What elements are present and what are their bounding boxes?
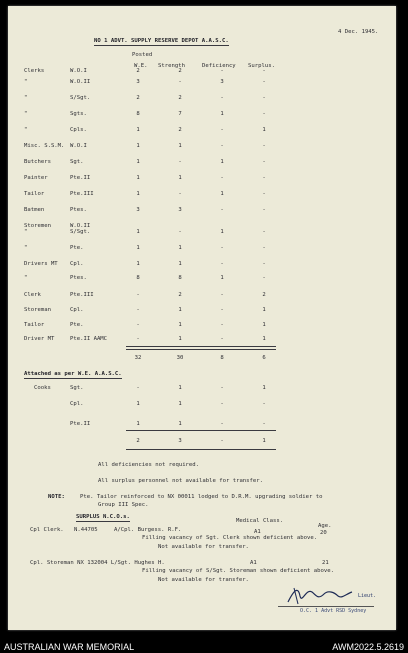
attached-rank: Sgt. xyxy=(70,385,84,391)
row-surplus: - xyxy=(262,207,266,213)
row-posted: - xyxy=(178,191,182,197)
age-label: Age. xyxy=(318,523,332,529)
row-posted: 2 xyxy=(178,292,182,298)
row-we: - xyxy=(136,292,140,298)
row-deficiency: 3 xyxy=(220,79,224,85)
attached-total-posted: 3 xyxy=(178,438,182,444)
surplus-1-age: 20 xyxy=(320,530,327,536)
row-we: 2 xyxy=(136,68,140,74)
row-surplus: - xyxy=(262,261,266,267)
row-rank: Pte.II AAMC xyxy=(70,336,108,342)
row-deficiency: - xyxy=(220,336,224,342)
row-trade: Painter xyxy=(24,175,48,181)
row-trade: " xyxy=(24,95,28,101)
note-line-2: Group III Spec. xyxy=(98,502,149,508)
row-trade: " xyxy=(24,245,28,251)
row-trade: Storeman xyxy=(24,307,51,313)
signature-image xyxy=(284,582,356,608)
surplus-1-name: A/Cpl. Burgess. R.F. xyxy=(114,527,182,533)
row-we: 3 xyxy=(136,207,140,213)
row-rank: W.O.I xyxy=(70,68,87,74)
row-deficiency: - xyxy=(220,68,224,74)
surplus-1-number: N.44705 xyxy=(74,527,98,533)
row-deficiency: 1 xyxy=(220,111,224,117)
surplus-1-class: A1 xyxy=(254,529,261,535)
note-deficiencies: All deficiencies not required. xyxy=(98,462,200,468)
row-rank: W.O.I xyxy=(70,143,87,149)
attached-surplus: - xyxy=(262,421,266,427)
attached-surplus: - xyxy=(262,401,266,407)
row-trade: Misc. S.S.M. xyxy=(24,143,65,149)
row-surplus: - xyxy=(262,143,266,149)
row-we: 8 xyxy=(136,111,140,117)
row-we: 1 xyxy=(136,261,140,267)
attached-total-we: 2 xyxy=(136,438,140,444)
row-rank: W.O.II xyxy=(70,79,91,85)
row-posted: - xyxy=(178,159,182,165)
signature-caption: O.C. 1 Advt RSD Sydney xyxy=(300,608,367,614)
attached-deficiency: - xyxy=(220,401,224,407)
row-surplus: - xyxy=(262,95,266,101)
surplus-1-line-3: Not available for transfer. xyxy=(158,544,249,550)
surplus-2-line-3: Not available for transfer. xyxy=(158,577,249,583)
row-posted: - xyxy=(178,79,182,85)
row-trade: Tailor xyxy=(24,191,45,197)
row-trade: " xyxy=(24,127,28,133)
medical-class-label: Medical Class. xyxy=(236,518,284,524)
row-posted: 1 xyxy=(178,322,182,328)
row-surplus: - xyxy=(262,111,266,117)
col-header-strength: Strength xyxy=(158,63,185,69)
row-deficiency: 1 xyxy=(220,229,224,235)
surplus-1-line-2: Filling vacancy of Sgt. Clerk shown deficient above. xyxy=(142,535,318,541)
attached-rank: Pte.II xyxy=(70,421,91,427)
row-surplus: - xyxy=(262,159,266,165)
row-posted: 1 xyxy=(178,261,182,267)
attached-rule-bottom xyxy=(126,449,276,450)
row-trade: Tailor xyxy=(24,322,45,328)
row-deficiency: - xyxy=(220,143,224,149)
attached-rank: Cpl. xyxy=(70,401,84,407)
row-rank: Pte.II xyxy=(70,175,91,181)
attached-rule-top xyxy=(126,430,276,431)
col-header-we: W.E. xyxy=(134,63,148,69)
row-we: 1 xyxy=(136,159,140,165)
signature-line xyxy=(278,606,374,607)
row-we: - xyxy=(136,336,140,342)
row-rank: Pte. xyxy=(70,322,84,328)
row-surplus: 1 xyxy=(262,307,266,313)
attached-heading: Attached as per W.E. A.A.S.C. xyxy=(24,371,122,377)
row-trade: Drivers MT xyxy=(24,261,58,267)
row-rank: Cpl. xyxy=(70,261,84,267)
row-surplus: - xyxy=(262,175,266,181)
row-trade: " xyxy=(24,229,28,235)
row-deficiency: 1 xyxy=(220,191,224,197)
row-we: 1 xyxy=(136,229,140,235)
row-surplus: - xyxy=(262,68,266,74)
row-trade: Clerks xyxy=(24,68,45,74)
total-def: 8 xyxy=(220,355,224,361)
row-deficiency: - xyxy=(220,175,224,181)
row-deficiency: - xyxy=(220,292,224,298)
signature-suffix: Lieut. xyxy=(358,593,377,599)
row-rank: Cpls. xyxy=(70,127,87,133)
surplus-2-rank: Cpl. Storeman NX 132004 L/Sgt. Hughes H. xyxy=(30,560,165,566)
row-deficiency: - xyxy=(220,245,224,251)
row-deficiency: - xyxy=(220,207,224,213)
row-surplus: 1 xyxy=(262,336,266,342)
row-we: 1 xyxy=(136,175,140,181)
row-posted: 1 xyxy=(178,143,182,149)
document-heading: NO 1 ADVT. SUPPLY RESERVE DEPOT A.A.S.C. xyxy=(94,38,229,44)
row-we: 1 xyxy=(136,143,140,149)
row-posted: - xyxy=(178,229,182,235)
row-we: 1 xyxy=(136,245,140,251)
row-deficiency: 1 xyxy=(220,275,224,281)
row-we: 1 xyxy=(136,127,140,133)
attached-posted: 1 xyxy=(178,401,182,407)
row-surplus: - xyxy=(262,229,266,235)
attached-total-sur: 1 xyxy=(262,438,266,444)
row-rank: Pte. xyxy=(70,245,84,251)
row-trade: Clerk xyxy=(24,292,41,298)
row-deficiency: - xyxy=(220,261,224,267)
row-trade: Storemen xyxy=(24,223,51,229)
row-rank: Sgts. xyxy=(70,111,87,117)
row-we: 8 xyxy=(136,275,140,281)
surplus-2-class: A1 xyxy=(250,560,257,566)
row-we: - xyxy=(136,322,140,328)
attached-surplus: 1 xyxy=(262,385,266,391)
row-surplus: - xyxy=(262,245,266,251)
row-rank: W.O.II xyxy=(70,223,91,229)
row-trade: " xyxy=(24,111,28,117)
row-surplus: 1 xyxy=(262,322,266,328)
row-trade: Batmen xyxy=(24,207,45,213)
col-header-deficiency: Deficiency xyxy=(202,63,236,69)
attached-we: - xyxy=(136,385,140,391)
surplus-heading: SURPLUS N.C.O.s. xyxy=(76,514,130,520)
row-trade: " xyxy=(24,275,28,281)
row-rank: Ptes. xyxy=(70,207,87,213)
row-surplus: - xyxy=(262,275,266,281)
row-posted: 1 xyxy=(178,307,182,313)
row-surplus: 1 xyxy=(262,127,266,133)
row-posted: 7 xyxy=(178,111,182,117)
row-surplus: 2 xyxy=(262,292,266,298)
row-trade: Butchers xyxy=(24,159,51,165)
attached-we: 1 xyxy=(136,421,140,427)
row-posted: 2 xyxy=(178,68,182,74)
surplus-1-rank: Cpl Clerk. xyxy=(30,527,64,533)
attached-trade: Cooks xyxy=(34,385,51,391)
attached-posted: 1 xyxy=(178,385,182,391)
note-label: NOTE: xyxy=(48,494,65,500)
attached-deficiency: - xyxy=(220,385,224,391)
row-posted: 2 xyxy=(178,127,182,133)
row-rank: S/Sgt. xyxy=(70,95,91,101)
row-posted: 1 xyxy=(178,175,182,181)
col-header-posted: Posted xyxy=(132,52,153,58)
row-deficiency: - xyxy=(220,307,224,313)
row-we: 3 xyxy=(136,79,140,85)
footer-left: AUSTRALIAN WAR MEMORIAL xyxy=(4,642,135,652)
col-header-surplus: Surplus. xyxy=(248,63,275,69)
row-deficiency: 1 xyxy=(220,159,224,165)
row-deficiency: - xyxy=(220,322,224,328)
total-rule xyxy=(126,346,276,350)
row-we: - xyxy=(136,307,140,313)
attached-we: 1 xyxy=(136,401,140,407)
row-posted: 3 xyxy=(178,207,182,213)
row-rank: Pte.III xyxy=(70,191,94,197)
row-surplus: - xyxy=(262,191,266,197)
surplus-2-line-2: Filling vacancy of S/Sgt. Storeman shown deficient above. xyxy=(142,568,334,574)
document-page xyxy=(8,6,396,630)
note-surplus: All surplus personnel not available for transfer. xyxy=(98,478,264,484)
row-deficiency: - xyxy=(220,127,224,133)
row-trade: Driver MT xyxy=(24,336,55,342)
attached-deficiency: - xyxy=(220,421,224,427)
row-posted: 1 xyxy=(178,336,182,342)
row-rank: Pte.III xyxy=(70,292,94,298)
row-rank: Cpl. xyxy=(70,307,84,313)
row-surplus: - xyxy=(262,79,266,85)
row-deficiency: - xyxy=(220,95,224,101)
surplus-2-age: 21 xyxy=(322,560,329,566)
total-sur: 6 xyxy=(262,355,266,361)
document-date: 4 Dec. 1945. xyxy=(338,29,379,35)
attached-posted: 1 xyxy=(178,421,182,427)
note-line-1: Pte. Tailor reinforced to NX 00011 lodged to D.R.M. upgrading soldier to xyxy=(80,494,323,500)
total-we: 32 xyxy=(134,355,142,361)
row-rank: Ptes. xyxy=(70,275,87,281)
total-posted: 30 xyxy=(176,355,184,361)
row-posted: 2 xyxy=(178,95,182,101)
row-trade: " xyxy=(24,79,28,85)
row-posted: 8 xyxy=(178,275,182,281)
row-rank: S/Sgt. xyxy=(70,229,91,235)
row-we: 1 xyxy=(136,191,140,197)
footer-right: AWM2022.5.2619 xyxy=(332,642,404,652)
attached-total-def: - xyxy=(220,438,224,444)
row-posted: 1 xyxy=(178,245,182,251)
row-we: 2 xyxy=(136,95,140,101)
row-rank: Sgt. xyxy=(70,159,84,165)
